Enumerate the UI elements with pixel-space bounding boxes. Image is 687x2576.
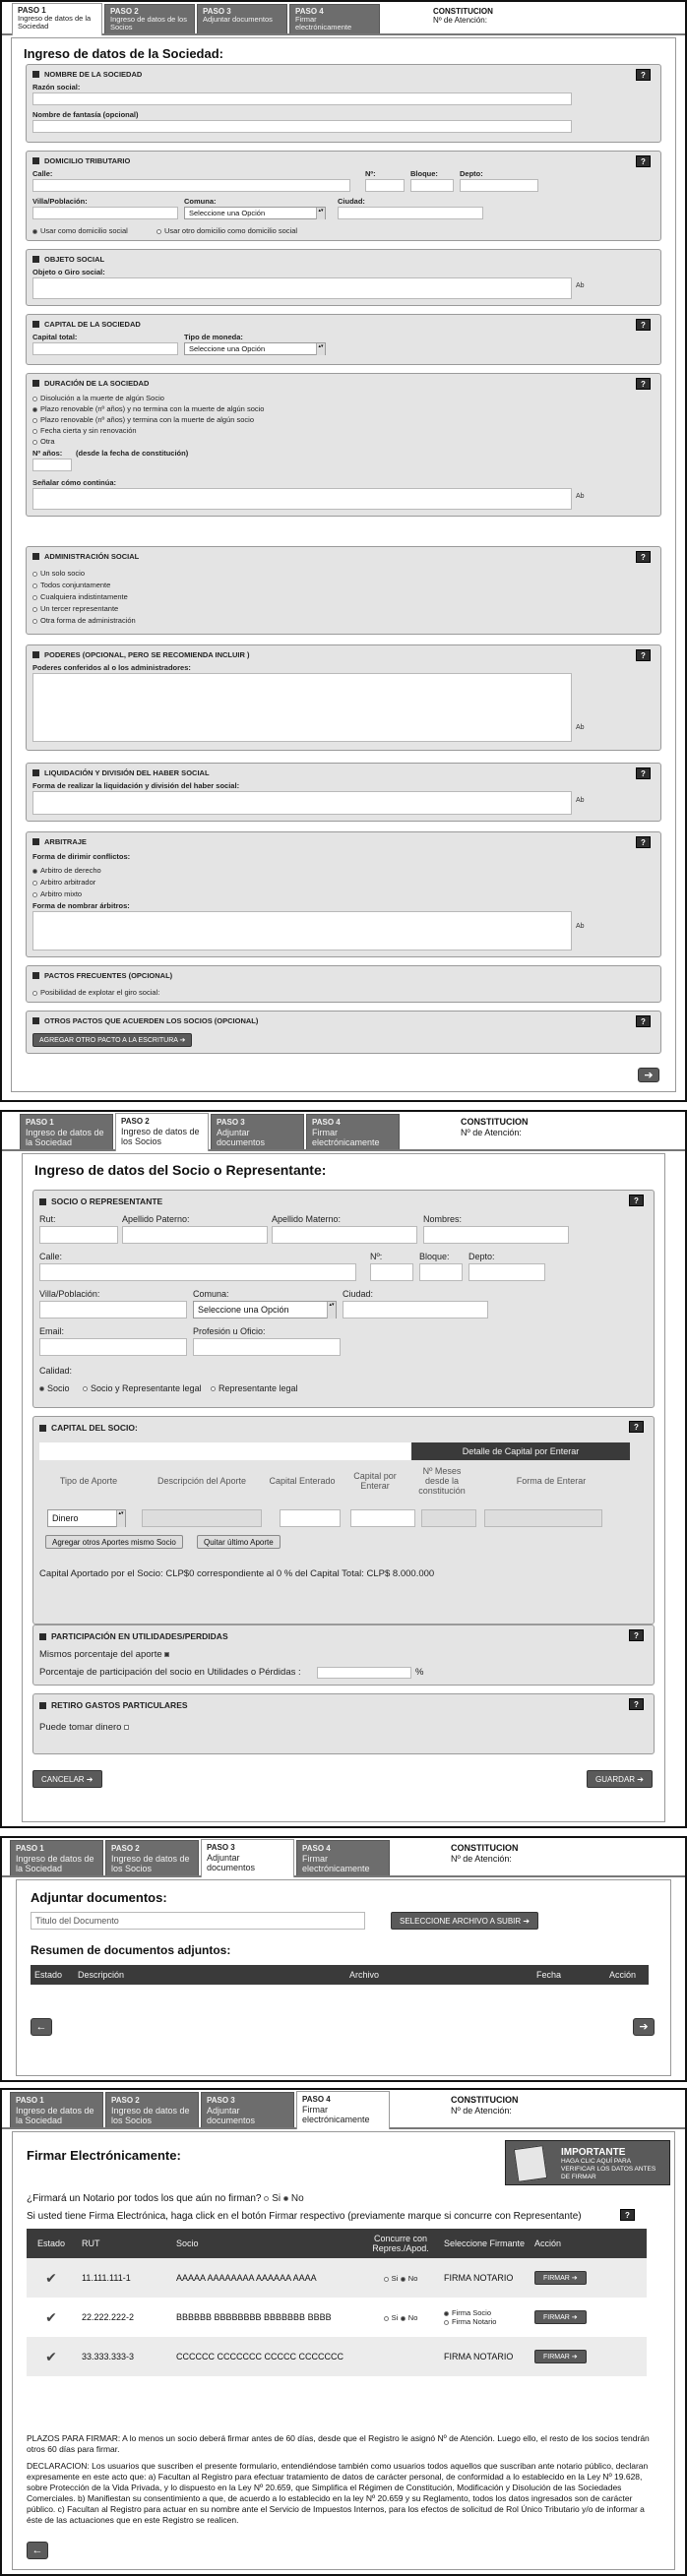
table-row xyxy=(27,2258,647,2298)
seleccione-archivo-button[interactable]: SELECCIONE ARCHIVO A SUBIR ➔ xyxy=(391,1912,538,1930)
ciudad-label: Ciudad: xyxy=(338,197,365,206)
concurre-cell xyxy=(363,2337,438,2376)
desde-label: (desde la fecha de constitución) xyxy=(76,449,189,458)
back-arrow-button[interactable]: ← xyxy=(27,2542,48,2559)
help-button[interactable]: ? xyxy=(629,1698,644,1710)
email-label: Email: xyxy=(39,1326,65,1336)
moneda-select[interactable]: Seleccione una Opción ▴▾ xyxy=(184,342,326,355)
tab-step1[interactable]: PASO 1 Ingreso de datos de la Sociedad xyxy=(10,1840,103,1875)
constitucion-header: CONSTITUCION Nº de Atención: xyxy=(451,2095,519,2116)
socio-cell: CCCCCC CCCCCCC CCCCC CCCCCCC xyxy=(176,2352,344,2361)
section-title: DOMICILIO TRIBUTARIO xyxy=(44,156,131,165)
capital-total-input[interactable] xyxy=(32,342,178,355)
page-title: Adjuntar documentos: xyxy=(31,1890,167,1905)
notario-no-radio[interactable]: No xyxy=(283,2193,304,2204)
quitar-aporte-button[interactable]: Quitar último Aporte xyxy=(197,1535,281,1549)
num-input[interactable] xyxy=(370,1263,413,1281)
next-arrow-button[interactable]: ➔ xyxy=(633,2018,655,2036)
step3-screen xyxy=(0,1836,687,2082)
profesion-input[interactable] xyxy=(193,1338,341,1356)
firmante-cell: FIRMA NOTARIO xyxy=(444,2273,514,2283)
importante-text: HAGA CLIC AQUÍ PARA VERIFICAR LOS DATOS ANTES DE FIRMAR xyxy=(561,2158,656,2180)
col-header: Capital Enterado xyxy=(269,1476,336,1486)
declaracion-text: DECLARACION: Los usuarios que suscriben el presente formulario, entendiéndose también como usuarios todos aquellos que suscriban ante notario público, declaran expresamente en este acto que: a) Facultan al Registro para efectuar tratamiento de datos de carácter personal, de conformidad a lo establecido en la Ley Nº 19.628, sobre Protección de la Vida Privada, y lo dispuesto en la Ley Nº 20.659, que Simplifica el Régimen de Constitución, Modificación y Disolución de las Sociedades Comerciales. b) Manifiestan su consentimiento a que, de acuerdo a lo establecido en la ley Nº 20.659 y su Reglamento, todos los datos ingresados son de carácter público. c) Facultan al Registro para actuar en su nombre ante el Servicio de Impuestos Internos, para los efectos de solicitud de Rol Único Tributario y/o de informar a éste de las actuaciones que en este Registro se realicen. xyxy=(27,2461,649,2525)
col-header: Acción xyxy=(605,1965,649,1985)
help-button[interactable]: ? xyxy=(620,2209,635,2221)
col-header: Estado xyxy=(27,2229,76,2258)
profesion-label: Profesión u Oficio: xyxy=(193,1326,266,1336)
section-title: LIQUIDACIÓN Y DIVISIÓN DEL HABER SOCIAL xyxy=(44,768,210,777)
poderes-textarea[interactable] xyxy=(32,673,572,742)
num-label: Nº: xyxy=(365,169,376,178)
porcentaje-input[interactable] xyxy=(317,1667,411,1679)
capital-por-enterar-input[interactable] xyxy=(350,1509,415,1527)
col-header: Archivo xyxy=(345,1965,532,1985)
calidad-option-rep[interactable]: Representante legal xyxy=(211,1383,298,1393)
villa-label: Villa/Población: xyxy=(32,197,88,206)
bloque-input[interactable] xyxy=(419,1263,463,1281)
step-tabs xyxy=(2,2,685,35)
email-input[interactable] xyxy=(39,1338,187,1356)
arbitraje-section xyxy=(26,831,661,957)
col-header: Nº Meses desde la constitución xyxy=(418,1466,466,1496)
capital-aportado-text: Capital Aportado por el Socio: CLP$0 correspondiente al 0 % del Capital Total: CLP$ 8.000.000 xyxy=(39,1568,435,1579)
objeto-section xyxy=(26,249,661,306)
help-button[interactable]: ? xyxy=(636,836,651,848)
constitucion-header: CONSTITUCION Nº de Atención: xyxy=(451,1843,519,1864)
help-button[interactable]: ? xyxy=(636,155,651,167)
anos-label: Nº años: xyxy=(32,449,63,458)
notario-si-radio[interactable]: Si xyxy=(264,2193,281,2204)
plazos-text: PLAZOS PARA FIRMAR: A lo menos un socio deberá firmar antes de 60 días, desde que el Registro le asignó Nº de Atención. Luego ello, el resto de los socios tendrán otros 60 días para firmar. xyxy=(27,2433,650,2454)
check-icon: ✔ xyxy=(45,2308,57,2325)
section-title: ADMINISTRACIÓN SOCIAL xyxy=(44,552,140,561)
help-button[interactable]: ? xyxy=(636,551,651,563)
otros-section xyxy=(26,1011,661,1054)
rut-input[interactable] xyxy=(39,1226,118,1244)
detalle-header: Detalle de Capital por Enterar xyxy=(411,1442,630,1460)
step4-screen xyxy=(0,2088,687,2576)
tab-step3[interactable]: PASO 3 Adjuntar documentos xyxy=(201,2092,294,2127)
villa-input[interactable] xyxy=(32,207,178,219)
porcentaje-label: Porcentaje de participación del socio en Utilidades o Pérdidas : xyxy=(39,1667,301,1678)
calidad-option-socio[interactable]: Socio xyxy=(39,1383,70,1393)
check-icon: ✔ xyxy=(45,2348,57,2364)
check-icon: ✔ xyxy=(45,2269,57,2286)
bloque-input[interactable] xyxy=(410,179,454,192)
section-title: RETIRO GASTOS PARTICULARES xyxy=(51,1700,188,1710)
admin-section xyxy=(26,546,661,635)
section-title: CAPITAL DEL SOCIO: xyxy=(51,1423,138,1433)
ciudad-label: Ciudad: xyxy=(343,1289,374,1299)
col-header: Descripción xyxy=(74,1965,345,1985)
content-area xyxy=(16,1879,671,2076)
step1-screen xyxy=(0,0,687,1102)
capital-socio-section xyxy=(32,1416,655,1625)
arbitraje-option[interactable]: Arbitro de derecho xyxy=(32,866,101,875)
tab-step4[interactable]: PASO 4 Firmar electrónicamente xyxy=(306,1114,400,1149)
tipo-aporte-select[interactable]: Dinero ▴▾ xyxy=(47,1509,126,1527)
forma-enterar-input[interactable] xyxy=(484,1509,602,1527)
num-input[interactable] xyxy=(365,179,405,192)
help-button[interactable]: ? xyxy=(636,1015,651,1027)
tab-step3[interactable]: PASO 3 Adjuntar documentos xyxy=(211,1114,304,1149)
comuna-label: Comuna: xyxy=(193,1289,229,1299)
capital-enterado-input[interactable] xyxy=(280,1509,341,1527)
firmantes-table xyxy=(27,2229,647,2376)
table-row xyxy=(27,2337,647,2376)
depto-input[interactable] xyxy=(468,1263,545,1281)
spellcheck-icon[interactable]: Ab xyxy=(576,493,585,500)
socio-cell: AAAAA AAAAAAAA AAAAAA AAAA xyxy=(176,2273,317,2283)
descripcion-aporte-input[interactable] xyxy=(142,1509,262,1527)
help-button[interactable]: ? xyxy=(636,767,651,779)
arbitraje-label: Forma de dirimir conflictos: xyxy=(32,852,131,861)
firmante-radios[interactable]: Firma Socio Firma Notario xyxy=(438,2298,529,2337)
admin-option[interactable]: Otra forma de administración xyxy=(32,616,136,625)
importante-icon xyxy=(514,2145,547,2182)
rut-label: Rut: xyxy=(39,1214,56,1224)
documentos-table xyxy=(31,1965,649,1985)
next-arrow-button[interactable]: ➔ xyxy=(638,1068,659,1082)
ciudad-input[interactable] xyxy=(338,207,483,219)
calle-label: Calle: xyxy=(32,169,53,178)
firmar-instrucciones: Si usted tiene Firma Electrónica, haga click en el botón Firmar respectivo (previamente marque si concurre con Representante) xyxy=(27,2211,582,2222)
calle-label: Calle: xyxy=(39,1252,63,1261)
step-tabs xyxy=(2,1838,685,1877)
col-header: Concurre con Repres./Apod. xyxy=(363,2229,438,2258)
nombres-input[interactable] xyxy=(423,1226,569,1244)
col-header: Socio xyxy=(170,2229,363,2258)
retiro-section xyxy=(32,1693,655,1754)
pactos-section xyxy=(26,965,661,1003)
rut-cell: 33.333.333-3 xyxy=(82,2352,135,2361)
bloque-label: Bloque: xyxy=(410,169,438,178)
content-area xyxy=(11,37,676,1092)
firmar-button[interactable]: FIRMAR ➔ xyxy=(534,2310,587,2324)
resumen-title: Resumen de documentos adjuntos: xyxy=(31,1943,231,1957)
step-tabs xyxy=(2,2090,685,2129)
senalar-label: Señalar cómo continúa: xyxy=(32,478,117,487)
admin-option[interactable]: Cualquiera indistintamente xyxy=(32,592,128,601)
comuna-label: Comuna: xyxy=(184,197,217,206)
firmar-button[interactable]: FIRMAR ➔ xyxy=(534,2271,587,2285)
rut-cell: 11.111.111-1 xyxy=(82,2273,131,2283)
mismos-checkbox[interactable]: Mismos porcentaje del aporte xyxy=(39,1649,172,1660)
poderes-section xyxy=(26,644,661,751)
spellcheck-icon[interactable]: Ab xyxy=(576,923,585,930)
liquidacion-section xyxy=(26,763,661,822)
section-title: OTROS PACTOS QUE ACUERDEN LOS SOCIOS (OPCIONAL) xyxy=(44,1016,259,1025)
senalar-textarea[interactable] xyxy=(32,488,572,510)
col-header: Capital por Enterar xyxy=(353,1471,397,1491)
section-title: PACTOS FRECUENTES (OPCIONAL) xyxy=(44,971,173,980)
razon-social-input[interactable] xyxy=(32,92,572,105)
ciudad-input[interactable] xyxy=(343,1301,488,1319)
col-header: Tipo de Aporte xyxy=(59,1476,118,1486)
content-area xyxy=(12,2131,675,2570)
poderes-label: Poderes conferidos al o los administradores: xyxy=(32,663,191,672)
depto-label: Depto: xyxy=(460,169,483,178)
nombre-section xyxy=(26,64,661,143)
concurre-radios[interactable]: Si No xyxy=(363,2258,438,2298)
liquidacion-label: Forma de realizar la liquidación y división del haber social: xyxy=(32,781,240,790)
domicilio-option-1[interactable]: Usar como domicilio social xyxy=(32,226,128,235)
section-title: ARBITRAJE xyxy=(44,837,87,846)
tab-step4[interactable]: PASO 4 Firmar electrónicamente xyxy=(289,4,380,33)
agregar-pacto-button[interactable]: AGREGAR OTRO PACTO A LA ESCRITURA ➔ xyxy=(32,1033,192,1047)
materno-label: Apellido Materno: xyxy=(272,1214,342,1224)
section-title: DURACIÓN DE LA SOCIEDAD xyxy=(44,379,150,388)
col-header: Acción xyxy=(529,2229,647,2258)
fantasia-input[interactable] xyxy=(32,120,572,133)
villa-input[interactable] xyxy=(39,1301,187,1319)
tab-step2[interactable]: PASO 2 Ingreso de datos de los Socios xyxy=(105,2092,199,2127)
calle-input[interactable] xyxy=(39,1263,356,1281)
socio-section xyxy=(32,1190,655,1408)
tab-step2[interactable]: PASO 2 Ingreso de datos de los Socios xyxy=(115,1113,209,1151)
col-header: Fecha xyxy=(532,1965,605,1985)
guardar-button[interactable]: GUARDAR ➔ xyxy=(587,1770,653,1788)
duracion-option[interactable]: Fecha cierta y sin renovación xyxy=(32,426,137,435)
col-header: RUT xyxy=(76,2229,170,2258)
help-button[interactable]: ? xyxy=(636,69,651,81)
tab-step3[interactable]: PASO 3 Adjuntar documentos xyxy=(201,1839,294,1877)
comuna-select[interactable]: Seleccione una Opción ▴▾ xyxy=(193,1301,337,1319)
section-title: PODERES (OPCIONAL, PERO SE RECOMIENDA INCLUIR ) xyxy=(44,650,250,659)
tab-step2[interactable]: PASO 2 Ingreso de datos de los Socios xyxy=(105,1840,199,1875)
page-title: Firmar Electrónicamente: xyxy=(27,2148,181,2163)
step-tabs xyxy=(2,1112,685,1151)
help-button[interactable]: ? xyxy=(629,1421,644,1433)
num-label: Nº: xyxy=(370,1252,383,1261)
fantasia-label: Nombre de fantasía (opcional) xyxy=(32,110,139,119)
help-button[interactable]: ? xyxy=(636,319,651,331)
tab-step4[interactable]: PASO 4 Firmar electrónicamente xyxy=(296,1840,390,1875)
spellcheck-icon[interactable]: Ab xyxy=(576,797,585,804)
section-title: PARTICIPACIÓN EN UTILIDADES/PERDIDAS xyxy=(51,1631,228,1641)
spellcheck-icon[interactable]: Ab xyxy=(576,724,585,731)
help-button[interactable]: ? xyxy=(636,378,651,390)
calidad-label: Calidad: xyxy=(39,1366,73,1376)
meses-input[interactable] xyxy=(421,1509,476,1527)
duracion-option[interactable]: Plazo renovable (nº años) y no termina con la muerte de algún socio xyxy=(32,404,264,413)
nombrar-label: Forma de nombrar árbitros: xyxy=(32,901,130,910)
depto-label: Depto: xyxy=(468,1252,495,1261)
col-header: Estado xyxy=(31,1965,74,1985)
objeto-label: Objeto o Giro social: xyxy=(32,268,105,276)
help-button[interactable]: ? xyxy=(629,1195,644,1206)
content-area xyxy=(22,1153,665,1822)
admin-option[interactable]: Todos conjuntamente xyxy=(32,581,110,589)
page-title: Ingreso de datos del Socio o Representante: xyxy=(34,1162,327,1178)
capital-table xyxy=(39,1442,630,1502)
pactos-option[interactable]: Posibilidad de explotar el giro social: xyxy=(32,988,159,997)
duracion-option[interactable]: Otra xyxy=(32,437,55,446)
anos-input[interactable] xyxy=(32,459,72,471)
bloque-label: Bloque: xyxy=(419,1252,450,1261)
back-arrow-button[interactable]: ← xyxy=(31,2018,52,2036)
domicilio-option-2[interactable]: Usar otro domicilio como domicilio social xyxy=(156,226,297,235)
importante-title: IMPORTANTE xyxy=(561,2147,626,2158)
cancelar-button[interactable]: CANCELAR ➔ xyxy=(32,1770,102,1788)
tab-step1[interactable]: PASO 1 Ingreso de datos de la Sociedad xyxy=(20,1114,113,1149)
table-row xyxy=(27,2298,647,2337)
tab-step1[interactable]: PASO 1 Ingreso de datos de la Sociedad xyxy=(10,2092,103,2127)
arbitraje-option[interactable]: Arbitro arbitrador xyxy=(32,878,95,887)
puede-tomar-checkbox[interactable]: Puede tomar dinero xyxy=(39,1722,132,1733)
objeto-textarea[interactable] xyxy=(32,277,572,299)
comuna-select[interactable]: Seleccione una Opción ▴▾ xyxy=(184,207,326,219)
col-header: Descripción del Aporte xyxy=(156,1476,247,1486)
participacion-section xyxy=(32,1625,655,1686)
socio-cell: BBBBBB BBBBBBBB BBBBBBB BBBB xyxy=(176,2312,332,2322)
capital-total-label: Capital total: xyxy=(32,333,78,341)
tab-step3[interactable]: PASO 3 Adjuntar documentos xyxy=(197,4,287,33)
admin-option[interactable]: Un tercer representante xyxy=(32,604,118,613)
section-title: OBJETO SOCIAL xyxy=(44,255,105,264)
help-button[interactable]: ? xyxy=(636,649,651,661)
nombres-label: Nombres: xyxy=(423,1214,463,1224)
moneda-label: Tipo de moneda: xyxy=(184,333,243,341)
firmante-cell: FIRMA NOTARIO xyxy=(444,2352,514,2361)
materno-input[interactable] xyxy=(272,1226,417,1244)
constitucion-header: CONSTITUCION Nº de Atención: xyxy=(461,1117,529,1137)
tab-step4[interactable]: PASO 4 Firmar electrónicamente xyxy=(296,2091,390,2129)
tab-step2[interactable]: PASO 2 Ingreso de datos de los Socios xyxy=(104,4,195,33)
concurre-radios[interactable]: Si No xyxy=(363,2298,438,2337)
step2-screen xyxy=(0,1110,687,1828)
importante-banner[interactable] xyxy=(505,2140,670,2185)
notario-question: ¿Firmará un Notario por todos los que aún no firman? Si No xyxy=(27,2193,304,2204)
calidad-option-socio-rep[interactable]: Socio y Representante legal xyxy=(83,1383,202,1393)
capital-section xyxy=(26,314,661,365)
agregar-aporte-button[interactable]: Agregar otros Aportes mismo Socio xyxy=(45,1535,183,1549)
liquidacion-textarea[interactable] xyxy=(32,791,572,815)
villa-label: Villa/Población: xyxy=(39,1289,100,1299)
tab-step1[interactable]: PASO 1 Ingreso de datos de la Sociedad xyxy=(12,3,102,35)
admin-option[interactable]: Un solo socio xyxy=(32,569,85,578)
section-title: CAPITAL DE LA SOCIEDAD xyxy=(44,320,141,329)
duracion-option[interactable]: Plazo renovable (nº años) y termina con la muerte de algún socio xyxy=(32,415,254,424)
titulo-documento-input[interactable]: Titulo del Documento xyxy=(31,1912,365,1930)
firmar-button[interactable]: FIRMAR ➔ xyxy=(534,2350,587,2363)
col-header: Seleccione Firmante xyxy=(438,2229,529,2258)
calle-input[interactable] xyxy=(32,179,350,192)
pct-label: % xyxy=(415,1667,424,1678)
nombrar-textarea[interactable] xyxy=(32,911,572,951)
section-title: NOMBRE DE LA SOCIEDAD xyxy=(44,70,143,79)
arbitraje-option[interactable]: Arbitro mixto xyxy=(32,889,82,898)
duracion-option[interactable]: Disolución a la muerte de algún Socio xyxy=(32,394,164,402)
col-header: Forma de Enterar xyxy=(516,1476,587,1486)
spellcheck-icon[interactable]: Ab xyxy=(576,282,585,289)
help-button[interactable]: ? xyxy=(629,1629,644,1641)
page-title: Ingreso de datos de la Sociedad: xyxy=(24,46,223,61)
razon-label: Razón social: xyxy=(32,83,81,92)
section-title: SOCIO O REPRESENTANTE xyxy=(51,1196,163,1206)
rut-cell: 22.222.222-2 xyxy=(82,2312,135,2322)
depto-input[interactable] xyxy=(460,179,538,192)
constitucion-header: CONSTITUCION Nº de Atención: xyxy=(433,7,493,25)
paterno-input[interactable] xyxy=(122,1226,268,1244)
duracion-section xyxy=(26,373,661,517)
paterno-label: Apellido Paterno: xyxy=(122,1214,190,1224)
domicilio-section xyxy=(26,151,661,241)
